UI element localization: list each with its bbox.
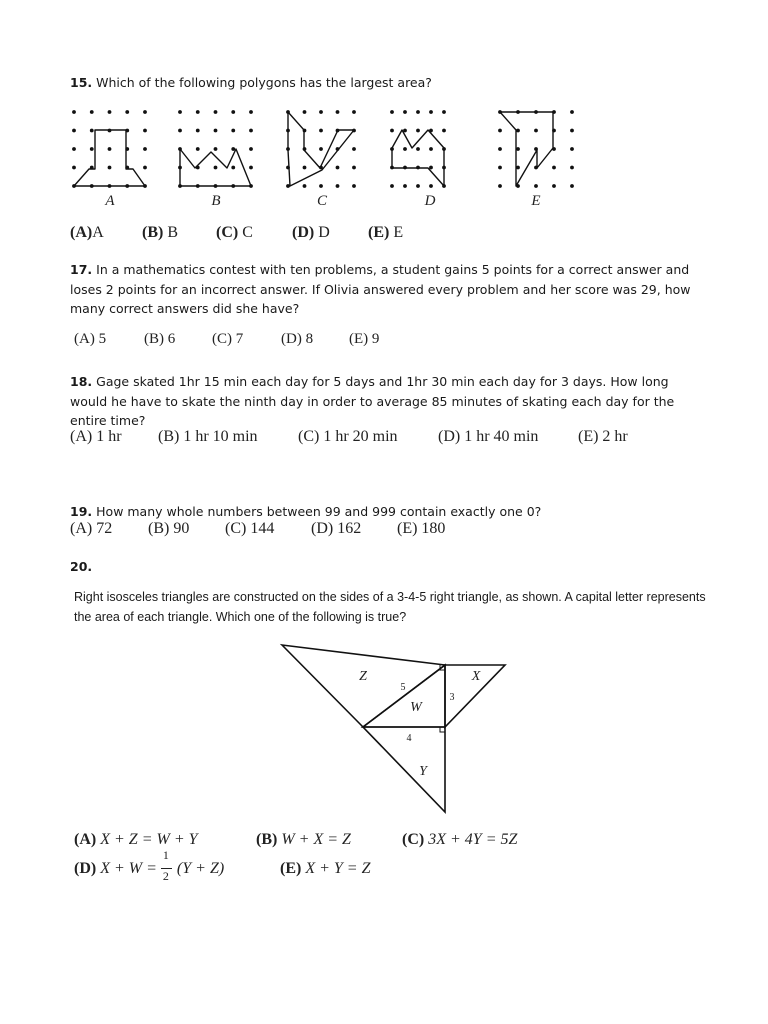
grid-dot-a bbox=[108, 184, 112, 188]
grid-dot-d bbox=[442, 184, 446, 188]
figure-label-b: B bbox=[211, 193, 221, 209]
grid-dot-b bbox=[214, 110, 218, 114]
figure-label-a: A bbox=[105, 193, 115, 209]
choice-a[interactable]: (A) X + Z = W + Y bbox=[74, 831, 198, 848]
choice-c[interactable]: (C) C bbox=[216, 224, 253, 241]
grid-dot-c bbox=[286, 147, 290, 151]
grid-dot-c bbox=[352, 184, 356, 188]
grid-dot-e bbox=[534, 184, 538, 188]
grid-dot-a bbox=[108, 147, 112, 151]
grid-dot-c bbox=[352, 110, 356, 114]
grid-dot-c bbox=[286, 129, 290, 133]
choice-b[interactable]: (B) 6 bbox=[144, 331, 176, 347]
question-20 bbox=[70, 557, 700, 577]
grid-dot-e bbox=[534, 147, 538, 151]
grid-dot-b bbox=[231, 166, 235, 170]
grid-dot-b bbox=[178, 166, 182, 170]
grid-dot-a bbox=[125, 110, 129, 114]
grid-dot-d bbox=[403, 129, 407, 133]
question-17 bbox=[70, 260, 700, 319]
grid-dot-c bbox=[336, 166, 340, 170]
figure-label-d: D bbox=[424, 193, 436, 209]
grid-dot-d bbox=[429, 129, 433, 133]
grid-dot-e bbox=[570, 129, 574, 133]
question-number: 15. bbox=[70, 75, 93, 90]
question-text: Which of the following polygons has the largest area? bbox=[96, 75, 432, 90]
choice-d[interactable]: (D) 8 bbox=[281, 331, 314, 347]
grid-dot-e bbox=[552, 166, 556, 170]
grid-dot-b bbox=[178, 110, 182, 114]
question-text: In a mathematics contest with ten problems, a student gains 5 points for a correct answer and loses 2 points for an incorrect answer. If Olivia answered every problem and her score was 29, how many correct answers did she have? bbox=[70, 262, 691, 316]
grid-dot-c bbox=[286, 184, 290, 188]
grid-dot-d bbox=[442, 166, 446, 170]
grid-dot-e bbox=[534, 110, 538, 114]
grid-dot-b bbox=[178, 184, 182, 188]
question-number: 18. bbox=[70, 374, 93, 389]
grid-dot-a bbox=[72, 129, 76, 133]
grid-dot-c bbox=[319, 129, 323, 133]
grid-dot-a bbox=[90, 129, 94, 133]
grid-dot-e bbox=[516, 166, 520, 170]
choice-b[interactable]: (B) 90 bbox=[148, 520, 190, 537]
question-text: Gage skated 1hr 15 min each day for 5 days and 1hr 30 min each day for 3 days. How long would he have to skate the ninth day in order to average 85 minutes of skating each day for the entire time? bbox=[70, 374, 675, 428]
grid-dot-b bbox=[231, 147, 235, 151]
grid-dot-d bbox=[429, 147, 433, 151]
grid-dot-d bbox=[403, 184, 407, 188]
grid-dot-e bbox=[534, 166, 538, 170]
choice-d[interactable]: (D) 162 bbox=[311, 520, 362, 537]
grid-dot-e bbox=[498, 147, 502, 151]
grid-dot-c bbox=[319, 166, 323, 170]
grid-dot-e bbox=[570, 110, 574, 114]
grid-dot-b bbox=[196, 147, 200, 151]
grid-dot-c bbox=[336, 147, 340, 151]
grid-dot-b bbox=[196, 129, 200, 133]
grid-dot-c bbox=[286, 166, 290, 170]
question-18 bbox=[70, 372, 700, 431]
grid-dot-e bbox=[552, 110, 556, 114]
grid-dot-e bbox=[498, 110, 502, 114]
label-z: Z bbox=[359, 669, 367, 684]
choice-d[interactable]: (D) X + W = $\frac{1}{2}$ (Y + Z) bbox=[74, 848, 225, 884]
grid-dot-b bbox=[214, 166, 218, 170]
choice-b[interactable]: (B) W + X = Z bbox=[256, 831, 351, 848]
grid-dot-c bbox=[303, 129, 307, 133]
grid-dot-d bbox=[403, 110, 407, 114]
grid-dot-b bbox=[231, 129, 235, 133]
grid-dot-e bbox=[534, 129, 538, 133]
grid-dot-d bbox=[390, 147, 394, 151]
grid-dot-a bbox=[90, 184, 94, 188]
grid-dot-a bbox=[125, 129, 129, 133]
question-15 bbox=[70, 73, 700, 93]
grid-dot-a bbox=[90, 147, 94, 151]
grid-dot-a bbox=[108, 129, 112, 133]
grid-dot-e bbox=[552, 129, 556, 133]
choice-e[interactable]: (E) 2 hr bbox=[578, 428, 628, 445]
grid-dot-d bbox=[416, 110, 420, 114]
choice-e[interactable]: (E) X + Y = Z bbox=[280, 860, 371, 877]
grid-dot-a bbox=[90, 166, 94, 170]
grid-dot-d bbox=[429, 184, 433, 188]
grid-dot-e bbox=[516, 110, 520, 114]
choice-c[interactable]: (C) 144 bbox=[225, 520, 275, 537]
label-x: X bbox=[471, 669, 481, 684]
grid-dot-d bbox=[442, 129, 446, 133]
grid-dot-c bbox=[352, 166, 356, 170]
question-number: 17. bbox=[70, 262, 93, 277]
grid-dot-c bbox=[286, 110, 290, 114]
grid-dot-d bbox=[403, 166, 407, 170]
figure-label-e: E bbox=[531, 193, 541, 209]
choice-c[interactable]: (C) 3X + 4Y = 5Z bbox=[402, 831, 518, 848]
choice-a[interactable]: (A)A bbox=[70, 224, 104, 241]
label-w: W bbox=[410, 700, 422, 715]
grid-dot-b bbox=[214, 129, 218, 133]
grid-dot-c bbox=[336, 110, 340, 114]
grid-dot-b bbox=[249, 166, 253, 170]
choice-a[interactable]: (A) 1 hr bbox=[70, 428, 122, 445]
grid-dot-c bbox=[336, 184, 340, 188]
grid-dot-b bbox=[231, 110, 235, 114]
choice-e[interactable]: (E) 180 bbox=[397, 520, 446, 537]
choice-e[interactable]: (E) 9 bbox=[349, 331, 380, 347]
grid-dot-b bbox=[249, 129, 253, 133]
grid-dot-e bbox=[570, 147, 574, 151]
grid-dot-c bbox=[352, 129, 356, 133]
grid-dot-a bbox=[143, 110, 147, 114]
grid-dot-d bbox=[416, 129, 420, 133]
choice-d[interactable]: (D) D bbox=[292, 224, 330, 241]
grid-dot-b bbox=[231, 184, 235, 188]
grid-dot-b bbox=[196, 184, 200, 188]
choice-c[interactable]: (C) 7 bbox=[212, 331, 244, 347]
triangle-w bbox=[363, 665, 445, 727]
grid-dot-c bbox=[303, 184, 307, 188]
triangle-y bbox=[363, 727, 445, 812]
grid-dot-b bbox=[178, 147, 182, 151]
grid-dot-c bbox=[319, 147, 323, 151]
side-label-4: 4 bbox=[406, 733, 412, 744]
polygon-d bbox=[392, 130, 444, 186]
grid-dot-e bbox=[570, 166, 574, 170]
grid-dot-c bbox=[303, 166, 307, 170]
figure-label-c: C bbox=[316, 193, 328, 209]
grid-dot-d bbox=[429, 166, 433, 170]
grid-dot-a bbox=[125, 166, 129, 170]
grid-dot-a bbox=[72, 184, 76, 188]
grid-dot-a bbox=[125, 147, 129, 151]
question-20-text: Right isosceles triangles are constructed on the sides of a 3-4-5 right triangle, as shown. A capital letter represents the area of each triangle. Which one of the following is true? bbox=[74, 590, 706, 624]
grid-dot-d bbox=[442, 110, 446, 114]
grid-dot-e bbox=[498, 129, 502, 133]
choice-d[interactable]: (D) 1 hr 40 min bbox=[438, 428, 539, 445]
choice-a[interactable]: (A) 5 bbox=[74, 331, 107, 347]
grid-dot-c bbox=[319, 110, 323, 114]
grid-dot-c bbox=[336, 129, 340, 133]
question-text: How many whole numbers between 99 and 999 contain exactly one 0? bbox=[96, 504, 542, 519]
choice-b[interactable]: (B) B bbox=[142, 224, 178, 241]
grid-dot-e bbox=[552, 147, 556, 151]
grid-dot-c bbox=[303, 147, 307, 151]
grid-dot-c bbox=[319, 184, 323, 188]
grid-dot-a bbox=[72, 166, 76, 170]
grid-dot-d bbox=[403, 147, 407, 151]
grid-dot-a bbox=[90, 110, 94, 114]
polygon-dots bbox=[72, 110, 574, 188]
grid-dot-e bbox=[498, 184, 502, 188]
grid-dot-b bbox=[196, 110, 200, 114]
grid-dot-e bbox=[516, 147, 520, 151]
grid-dot-b bbox=[249, 147, 253, 151]
grid-dot-a bbox=[125, 184, 129, 188]
grid-dot-a bbox=[108, 110, 112, 114]
question-number: 20. bbox=[70, 559, 93, 574]
grid-dot-d bbox=[390, 129, 394, 133]
question-19 bbox=[70, 502, 700, 522]
choice-a[interactable]: (A) 72 bbox=[70, 520, 113, 537]
triangle-figure bbox=[0, 635, 768, 835]
grid-dot-b bbox=[214, 147, 218, 151]
grid-dot-d bbox=[416, 147, 420, 151]
grid-dot-c bbox=[303, 110, 307, 114]
grid-dot-a bbox=[143, 184, 147, 188]
question-number: 19. bbox=[70, 504, 93, 519]
grid-dot-a bbox=[143, 166, 147, 170]
side-label-5: 5 bbox=[400, 682, 406, 693]
grid-dot-b bbox=[249, 110, 253, 114]
grid-dot-d bbox=[442, 147, 446, 151]
grid-dot-d bbox=[390, 184, 394, 188]
grid-dot-d bbox=[429, 110, 433, 114]
grid-dot-e bbox=[498, 166, 502, 170]
choice-e[interactable]: (E) E bbox=[368, 224, 404, 241]
grid-dot-b bbox=[178, 129, 182, 133]
grid-dot-e bbox=[516, 129, 520, 133]
polygon-e bbox=[500, 112, 553, 186]
grid-dot-b bbox=[196, 166, 200, 170]
grid-dot-b bbox=[214, 184, 218, 188]
grid-dot-e bbox=[516, 184, 520, 188]
grid-dot-a bbox=[143, 129, 147, 133]
label-y: Y bbox=[419, 764, 427, 779]
polygon-a bbox=[74, 130, 145, 186]
grid-dot-a bbox=[143, 147, 147, 151]
grid-dot-a bbox=[108, 166, 112, 170]
grid-dot-a bbox=[72, 110, 76, 114]
choice-c[interactable]: (C) 1 hr 20 min bbox=[298, 428, 398, 445]
grid-dot-c bbox=[352, 147, 356, 151]
side-label-3: 3 bbox=[449, 692, 455, 703]
grid-dot-d bbox=[416, 166, 420, 170]
grid-dot-b bbox=[249, 184, 253, 188]
grid-dot-d bbox=[390, 166, 394, 170]
choice-b[interactable]: (B) 1 hr 10 min bbox=[158, 428, 258, 445]
grid-dot-d bbox=[390, 110, 394, 114]
grid-dot-e bbox=[552, 184, 556, 188]
grid-dot-d bbox=[416, 184, 420, 188]
fraction: $\frac{1}{2}$ bbox=[161, 861, 173, 877]
grid-dot-a bbox=[72, 147, 76, 151]
grid-dot-e bbox=[570, 184, 574, 188]
